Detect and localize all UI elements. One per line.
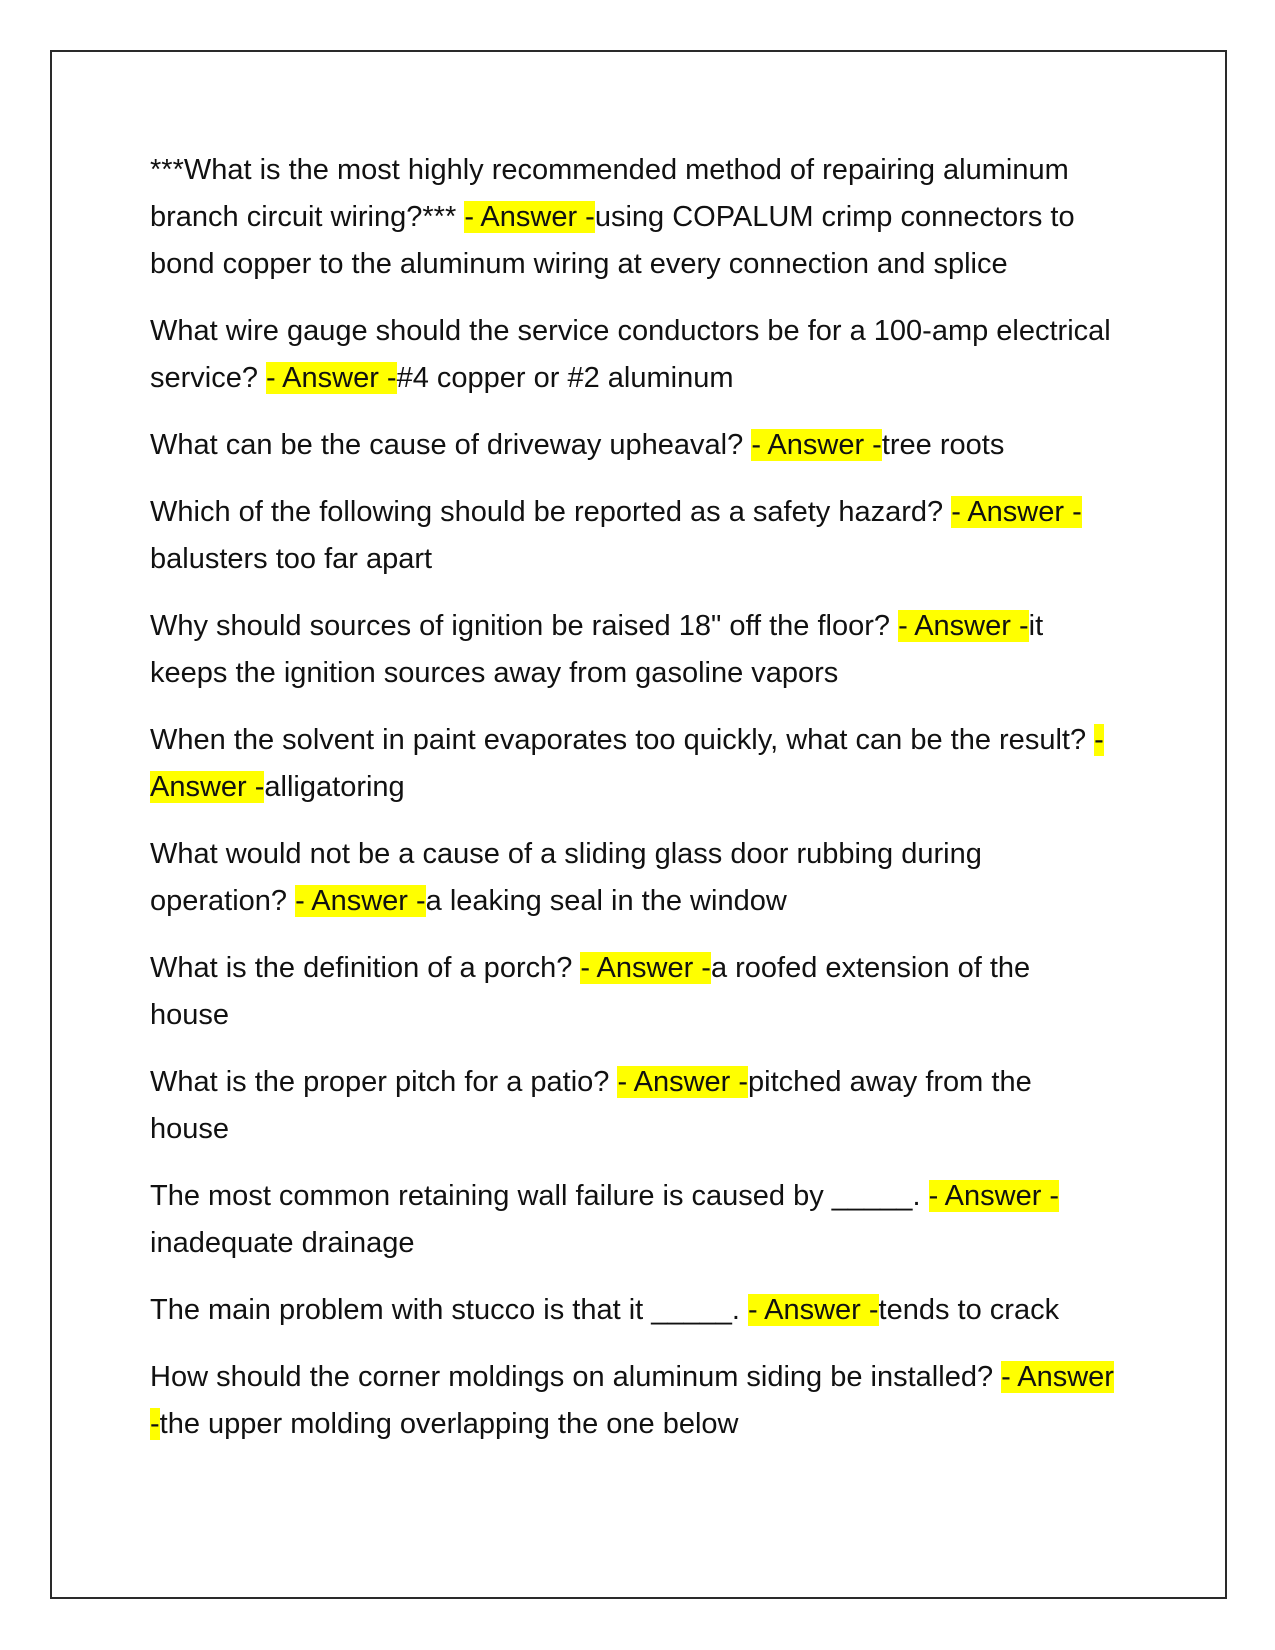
answer-marker: - Answer - bbox=[580, 952, 711, 984]
qa-item bbox=[150, 603, 1115, 697]
question-text: What wire gauge should the service conductors be for a 100-amp electrical service? bbox=[150, 315, 1111, 394]
answer-marker: - Answer - bbox=[751, 429, 882, 461]
question-text: The most common retaining wall failure is caused by _____. bbox=[150, 1180, 929, 1212]
question-text: What is the proper pitch for a patio? bbox=[150, 1066, 618, 1098]
qa-item bbox=[150, 147, 1115, 288]
answer-text: the upper molding overlapping the one below bbox=[159, 1408, 739, 1440]
question-text: Why should sources of ignition be raised 18" off the floor? bbox=[150, 610, 899, 642]
question-text: ***What is the most highly recommended method of repairing aluminum branch circuit wiring?*** bbox=[150, 154, 1069, 233]
qa-item bbox=[150, 831, 1115, 925]
question-text: Which of the following should be reported as a safety hazard? bbox=[150, 496, 952, 528]
answer-text: #4 copper or #2 aluminum bbox=[396, 362, 734, 394]
answer-marker: - Answer - bbox=[898, 610, 1029, 642]
answer-marker: - Answer - bbox=[951, 496, 1082, 528]
answer-text: inadequate drainage bbox=[150, 1227, 415, 1259]
answer-text: balusters too far apart bbox=[150, 543, 433, 575]
question-text: When the solvent in paint evaporates too quickly, what can be the result? bbox=[150, 724, 1095, 756]
answer-marker: - Answer - bbox=[464, 201, 595, 233]
answer-text: a leaking seal in the window bbox=[425, 885, 787, 917]
answer-text: pitched away from the house bbox=[150, 1066, 1032, 1145]
answer-text: tree roots bbox=[881, 429, 1005, 461]
qa-item bbox=[150, 308, 1115, 402]
answer-marker: - Answer - bbox=[150, 724, 1104, 803]
answer-marker: - Answer - bbox=[150, 1361, 1114, 1440]
answer-marker: - Answer - bbox=[928, 1180, 1060, 1212]
answer-marker: - Answer - bbox=[748, 1294, 879, 1326]
qa-item bbox=[150, 1354, 1115, 1448]
qa-item bbox=[150, 717, 1115, 811]
answer-text: it keeps the ignition sources away from gasoline vapors bbox=[150, 610, 1044, 689]
qa-item bbox=[150, 945, 1115, 1039]
document-body bbox=[150, 147, 1115, 1468]
answer-marker: - Answer - bbox=[617, 1066, 749, 1098]
answer-marker: - Answer - bbox=[295, 885, 426, 917]
answer-text: a roofed extension of the house bbox=[150, 952, 1031, 1031]
qa-item bbox=[150, 1287, 1115, 1334]
question-text: The main problem with stucco is that it _____. bbox=[150, 1294, 749, 1326]
answer-marker: - Answer - bbox=[266, 362, 397, 394]
question-text: What can be the cause of driveway upheaval? bbox=[150, 429, 752, 461]
qa-item bbox=[150, 422, 1115, 469]
question-text: What would not be a cause of a sliding glass door rubbing during operation? bbox=[150, 838, 982, 917]
qa-item bbox=[150, 1059, 1115, 1153]
answer-text: tends to crack bbox=[878, 1294, 1060, 1326]
answer-text: alligatoring bbox=[264, 771, 405, 803]
qa-item bbox=[150, 1173, 1115, 1267]
qa-item bbox=[150, 489, 1115, 583]
answer-text: using COPALUM crimp connectors to bond copper to the aluminum wiring at every connection and splice bbox=[150, 201, 1075, 280]
question-text: What is the definition of a porch? bbox=[150, 952, 581, 984]
question-text: How should the corner moldings on aluminum siding be installed? bbox=[150, 1361, 1002, 1393]
